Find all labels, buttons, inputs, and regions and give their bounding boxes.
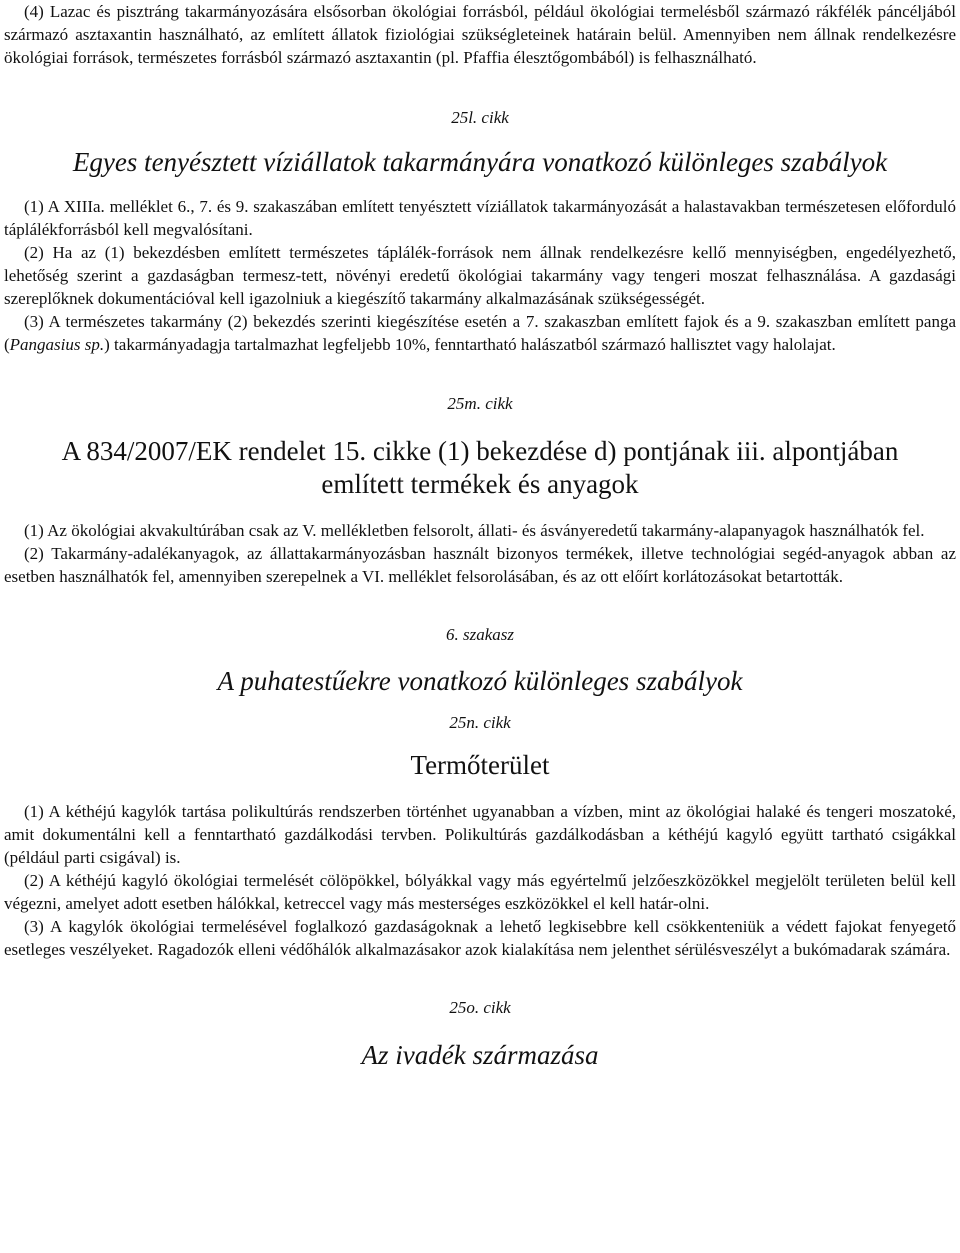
article-title-25l: Egyes tenyésztett víziállatok takarmányára vonatkozó különleges szabályok xyxy=(72,147,888,177)
article-number-25l: 25l. cikk xyxy=(451,108,509,127)
article-title-25n: Termőterület xyxy=(410,750,550,780)
article-25l-paragraph-2: (2) Ha az (1) bekezdésben említett természetes táplálék-források nem állnak rendelkezésre kellő mennyiségben, engedélyezhető, lehetőség szerint a gazdaságban termesz-tett, növényi eredetű ökológiai takarmány vagy tengeri moszat felhasználása. A gazdasági szereplőknek dokumentációval kell igazolniuk a kiegészítő takarmány alkalmazásának szükségességét. xyxy=(4,243,956,308)
article-25m-paragraph-2: (2) Takarmány-adalékanyagok, az állattakarmányozásban használt bizonyos termékek, illetve technológiai segéd-anyagok abban az esetben használhatók fel, amennyiben szerepelnek a VI. melléklet felsorolásában, és az ott előírt korlátozásokat betartották. xyxy=(4,544,956,586)
article-25l-paragraph-1: (1) A XIIIa. melléklet 6., 7. és 9. szakaszában említett tenyésztett víziállatok takarmányozását a halastavakban természetesen előforduló táplálékforrásból kell megvalósítani. xyxy=(4,197,956,239)
article-25n-paragraph-3: (3) A kagylók ökológiai termelésével foglalkozó gazdaságoknak a lehető legkisebbre kell csökkenteniük a védett fajokat fenyegető esetleges veszélyeket. Ragadozók elleni védőhálók alkalmazásakor azok kialakítása nem jelenthet sérülésveszélyt a bukómadarak számára. xyxy=(4,917,956,959)
article-25n-paragraph-1: (1) A kéthéjú kagylók tartása polikultúrás rendszerben történhet ugyanabban a vízben, mint az ökológiai halaké és tengeri moszatoké, amit dokumentálni kell a fenntartható gazdálkodási tervben. Polikultúrás gazdálkodásban a kéthéjú kagyló együtt tartható csigákkal (például parti csigával) is. xyxy=(4,802,956,867)
section-title-6: A puhatestűekre vonatkozó különleges szabályok xyxy=(217,666,743,696)
article-title-25m xyxy=(4,435,956,501)
article-number-25n: 25n. cikk xyxy=(449,713,511,732)
article-number-25o: 25o. cikk xyxy=(449,998,511,1017)
paragraph-3-text-start: (3) A természetes takarmány (2) bekezdés szerinti kiegészítése esetén a 7. szakaszban említett fajok és a 9. szakaszban említett panga ( xyxy=(4,312,956,354)
article-number-25m: 25m. cikk xyxy=(447,394,513,413)
section-number-6: 6. szakasz xyxy=(445,625,514,644)
article-title-25o: Az ivadék származása xyxy=(361,1040,599,1070)
article-title-25m-line-1: A 834/2007/EK rendelet 15. cikke (1) bekezdése d) pontjának iii. alpontjában xyxy=(61,436,899,466)
article-25l-paragraph-3 xyxy=(4,310,956,356)
paragraph-3-text-end: ) takarmányadagja tartalmazhat legfeljebb 10%, fenntartható halászatból származó hallisztet vagy halolajat. xyxy=(104,335,836,354)
species-name: Pangasius sp. xyxy=(9,335,105,354)
article-title-25m-line-2: említett termékek és anyagok xyxy=(321,469,639,499)
paragraph-4: (4) Lazac és pisztráng takarmányozására elsősorban ökológiai forrásból, például ökológiai termelésből származó rákfélék páncéljából származó asztaxantin használható, az említett állatok fiziológiai szükségleteinek határain belül. Amennyiben nem állnak rendelkezésre ökológiai források, természetes forrásból származó asztaxantin (pl. Pfaffia élesztőgombából) is felhasználható. xyxy=(4,2,956,67)
article-25m-paragraph-1: (1) Az ökológiai akvakultúrában csak az V. mellékletben felsorolt, állati- és ásványeredetű takarmány-alapanyagok használhatók fel. xyxy=(24,521,925,540)
article-25n-paragraph-2: (2) A kéthéjú kagyló ökológiai termelését cölöpökkel, bólyákkal vagy más egyértelmű jelzőeszközökkel megjelölt területen belül kell végezni, amelyet adott esetben hálókkal, ketreccel vagy más mesterséges eszközökkel el kell határ-olni. xyxy=(4,871,956,913)
